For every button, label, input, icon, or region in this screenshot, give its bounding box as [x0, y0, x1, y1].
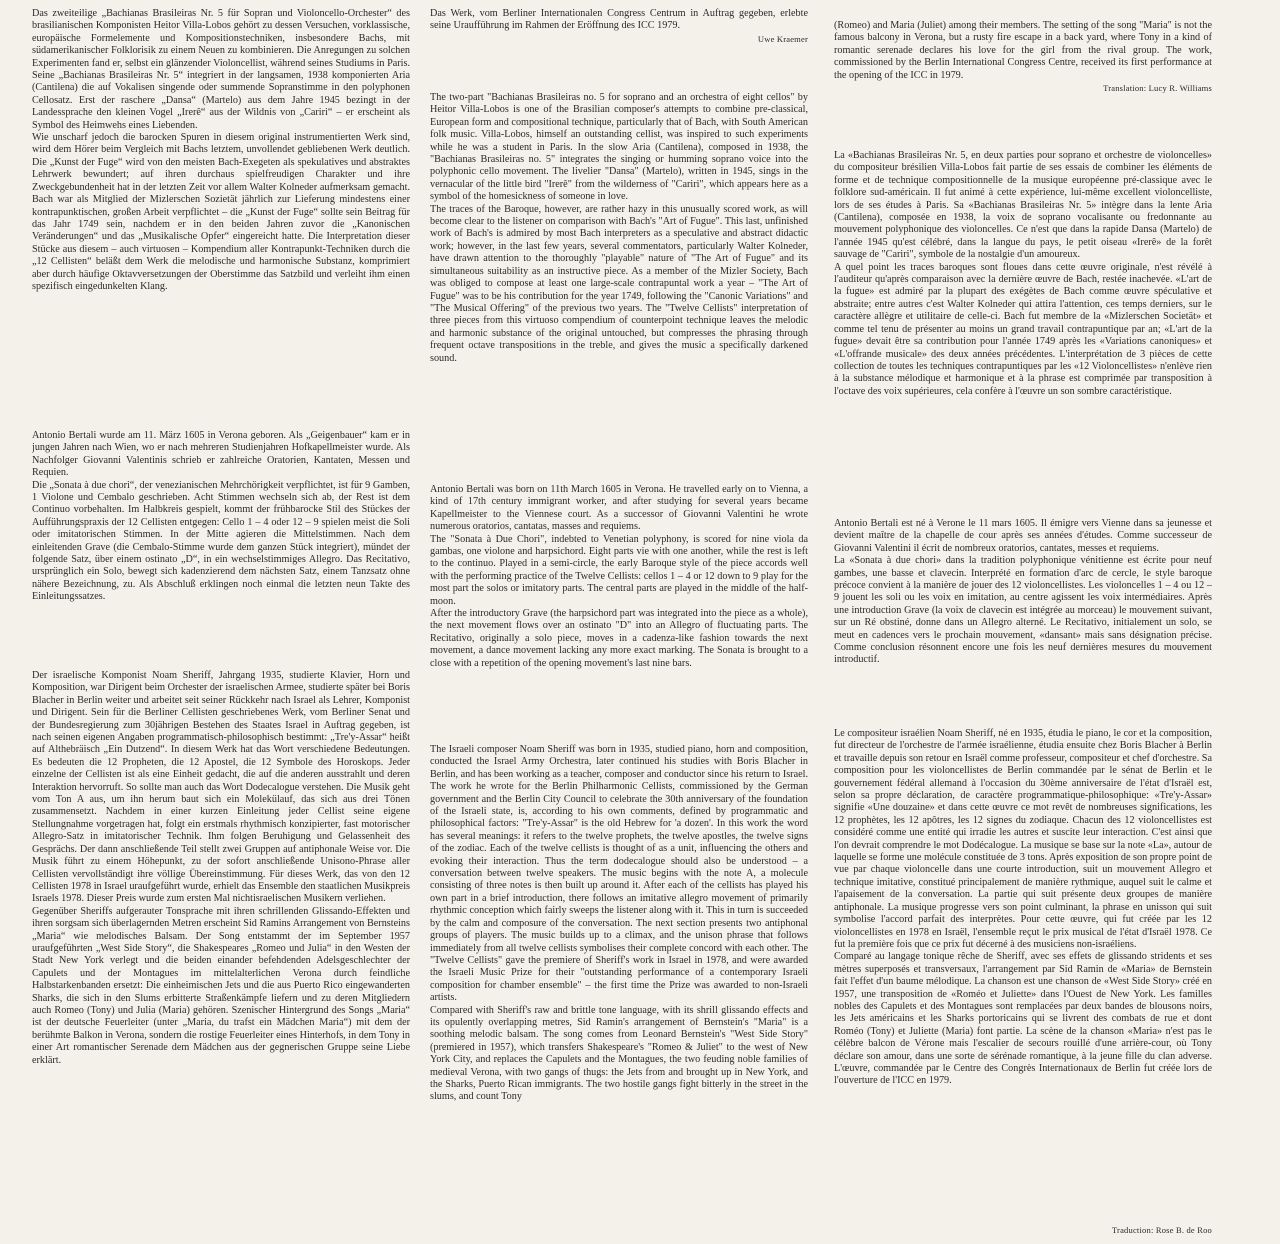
paragraph: The two-part "Bachianas Brasileiras no. 5 for soprano and an orchestra of eight cellos" by Heitor Villa-Lobos is one of the Brasilian composer's attempts to combine pre-classical, European form and compositional technique, particularly that of Bach, with South American folk music. Villa-Lobos, himself an outstanding cellist, was inspired to such experiments while he was a student in Paris. In the slow Aria (Cantilena), composed in 1938, the "Bachianas Brasileiras no. 5" integrates the singing or humming soprano voice into the polyphonic cello movement. The livelier "Dansa" (Martelo), written in 1945, sings in the vernacular of the little bird "Irerê" from the wilderness of "Cariri", which appears here as a symbol of the homesickness of someone in love.: [430, 92, 808, 203]
english-bertali: [430, 484, 808, 734]
paragraph: The Israeli composer Noam Sheriff was born in 1935, studied piano, horn and composition, conducted the Israel Army Orchestra, later continued his studies with Boris Blacher in Berlin, and has been working as a teacher, composer and conductor since his return to Israel. The work he wrote for the Berlin Philharmonic Cellists, commissioned by the German government and the Berlin City Council to celebrate the 30th anniversary of the foundation of the Israeli state, is, according to his own comments, defined by programmatic and philosophical factors: "Tre'y-Assar" is the old Hebrew for 'a dozen'. In this work the word has several meanings: it refers to the twelve prophets, the twelve apostles, the twelve signs of the zodiac. Each of the twelve cellists is thought of as a unit, influencing the others and evoking their interaction. Thus the term dodecalogue should also be understood – a conversation between twelve speakers. The music begins with the note A, a molecule consisting of three notes is then built up around it. After each of the cellists has played his own part in a brief introduction, there follows an imitative allegro movement of primarily rhythmic conception which fairly sweeps the listener along with it. This in turn is succeeded by the calm and composure of the conversation. The next section presents two antiphonal groups of players. The music builds up to a climax, and the unison phrase that follows immediately from all twelve cellists symbolises their complete concord with each other. The "Twelve Cellists" gave the premiere of Sheriff's work in Israel in 1978, and were awarded the Israeli Music Prize for their "outstanding performance of a contemporary Israeli composition for chamber ensemble" – the first time the Prize was awarded to non-Israeli artists.: [430, 744, 808, 1004]
paragraph: Comparé au langage tonique rêche de Sheriff, avec ses effets de glissando stridents et ses mètres superposés et transversaux, l'arrangement par Sid Ramin de «Maria» de Bernstein fait l'effet d'un baume mélodique. La chanson est une chanson de «West Side Story» créé en 1957, une transposition de «Roméo et Juliette» dans l'Ouest de New York. Les familles nobles des Capulets et des Montagues sont remplacées par deux bandes de blousons noirs, les Jets américains et les Sharks portoricains qui se livrent des combats de rue et dont Roméo (Tony) et Juliette (Maria) font partie. La scène de la chanson «Maria» n'est pas le célèbre balcon de Vérone mais l'escalier de secours rouillé d'une arrière-cour, où Tony déclare son amour, dans une sorte de sérénade romantique, à la jeune fille du clan adverse. L'œuvre, commandée par le Centre des Congrès Internationaux de Berlin fut créée lors de l'ouverture de l'ICC en 1979.: [834, 951, 1212, 1087]
paragraph: (Romeo) and Maria (Juliet) among their members. The setting of the song "Maria" is not the famous balcony in Verona, but a rusty fire escape in a back yard, where Tony in a kind of romantic serenade declares his love for the girl from the rival group. The work, commissioned by the Berlin International Congress Centre, received its first performance at the opening of the ICC in 1979.: [834, 20, 1212, 81]
column-english: [430, 0, 808, 1244]
paragraph: Das zweiteilige „Bachianas Brasileiras Nr. 5 für Sopran und Violoncello-Orchester“ des brasilianischen Komponisten Heitor Villa-Lobos gehört zu dessen Versuchen, vorklassische, europäische Formelemente und Kompositionstechniken, insbesondere Bachs, mit südamerikanischer Folklorisik zu einem Neuen zu kombinieren. Die Anregungen zu solchen Experimenten fand er, selbst ein glänzender Violoncellist, während seines Studiums in Paris. Seine „Bachianas Brasileiras Nr. 5“ integriert in der langsamen, 1938 komponierten Aria (Cantilena) die auf Vokalisen singende oder summende Sopranstimme in den polyphonen Cellosatz. Erst der raschere „Dansa“ (Martelo) aus dem Jahre 1945 bezingt in der Landessprache den kleinen Vogel „Irerê“ aus der Wildnis von „Cariri“ – er erscheint als Symbol des Heimwehs eines Liebenden.: [32, 8, 410, 131]
paragraph: Antonio Bertali est né à Verone le 11 mars 1605. Il émigre vers Vienne dans sa jeunesse et devient maître de la chapelle de cour après ses années d'études. Comme successeur de Giovanni Valentini il écrit de nombreux oratorios, cantates, messes et requiems.: [834, 518, 1212, 554]
english-sheriff-maria: [430, 744, 808, 1236]
column-french: [834, 0, 1212, 1244]
paragraph: La «Sonata à due chori» dans la tradition polyphonique vénitienne est écrite pour neuf gambes, une basse et clavecin. Interprété en formation d'arc de cercle, le style baroque précoce convient à la manière de jouer des 12 violoncellistes. Les violoncelles 1 – 4 ou 12 – 9 jouent les soli ou les voix en imitation, au centre agissent les voix intermédiaires. Après une introduction Grave (la voix de clavecin est intégrée au morceau) le mouvement suivant, sur un Ré obstiné, donne dans un Allegro alterné. Le Recitativo, initialement un solo, se meut en cadences vers le prochain mouvement, «dansant» mais sans désignation précise. Comme conclusion résonnent encore une fois les neuf dernières mesures du mouvement introductif.: [834, 555, 1212, 666]
paragraph: Wie unscharf jedoch die barocken Spuren in diesem original instrumentierten Werk sind, wird dem Hörer beim Vergleich mit Bachs letztem, unvollendet gebliebenen Werk deutlich. Die „Kunst der Fuge“ wird von den meisten Bach-Exegeten als spekulatives und abstraktes Lehrwerk bewundert; auf ihren durchaus spielfreudigen Charakter und ihre Zweckgebundenheit hat in der letzten Zeit vor allem Walter Kolneder aufmerksam gemacht. Bach war als Mitglied der Mizlerschen Sozietät jährlich zur Lieferung mindestens einer kontrapunktischen, großen Arbeit verpflichtet – die „Kunst der Fuge“ sollte sein Beitrag für das Jahr 1749 sein, nachdem er in den beiden Jahren zuvor die „Kanonischen Veränderungen“ und das „Musikalische Opfer“ eingereicht hatte. Die Interpretation dieser Stücke aus diesem – auch virtuosen – Kompendium aller Kontrapunkt-Techniken durch die „12 Cellisten“ beläßt dem Werk die melodische und harmonische Substanz, komprimiert aber durch häufige Oktavversetzungen der Oberstimme das Satzbild und verleiht ihm einen spezifisch eingedunkelten Klang.: [32, 132, 410, 292]
paragraph: The traces of the Baroque, however, are rather hazy in this unusually scored work, as will become clear to the listener on comparison with Bach's "Art of Fugue". This last, unfinished work of Bach's is admired by most Bach interpreters as a speculative and abstract didactic work; however, in the last few years, several commentators, particularly Walter Kolneder, have drawn attention to the thoroughly "playable" nature of "The Art of Fugue" and its simultaneous suitability as an instructive piece. As a member of the Mizler Society, Bach was obliged to compose at least one large-scale contrapuntal work a year – "The Art of Fugue" was to be his contribution for the year 1749, following the "Canonic Variations" and "The Musical Offering" of the previous two years. The "Twelve Cellists" interpretation of three pieces from this virtuoso compendium of counterpoint technique leaves the melodic and harmonic substance of the original untouched, but compresses the phrasing through frequent octave transpositions in the treble, and gives the music a specifically darkened sound.: [430, 203, 808, 364]
paragraph: Das Werk, vom Berliner Internationalen Congress Centrum in Auftrag gegeben, erlebte seine Uraufführung im Rahmen der Eröffnung des ICC 1979.: [430, 8, 808, 32]
translator-signature: Traduction: Rose B. de Roo: [1111, 1225, 1212, 1235]
paragraph: La «Bachianas Brasileiras Nr. 5, en deux parties pour soprano et orchestre de violoncelles» du compositeur brésilien Villa-Lobos fait partie de ses essais de combiner les éléments de forme et de technique compositionnelle de la musique européenne pré-classique avec le folklore sud-américain. Il fut animé à cette expérience, lui-même excellent violoncelliste, lors de ses études à Paris. Sa «Bachianas Brasileiras Nr. 5» intègre dans la lente Aria (Cantilena), composée en 1938, la voix de soprano vocalisante ou fredonnante au mouvement polyphonique des violoncelles. Ce n'est que dans la rapide Dansa (Martelo) de l'année 1945 qu'est célébré, dans la langue du pays, le petit oiseau «Irerê» de la forêt sauvage de "Cariri", symbole de la nostalgie d'un amoureux.: [834, 150, 1212, 261]
english-closing-paragraph: [834, 20, 1212, 116]
paragraph: Der israelische Komponist Noam Sheriff, Jahrgang 1935, studierte Klavier, Horn und Komposition, war Dirigent beim Orchester der israelischen Armee, studierte später bei Boris Blacher in Berlin weiter und arbeitet seit seiner Rückkehr nach Israel als Lehrer, Komponist und Dirigent. Sein für die Berliner Cellisten geschriebenes Werk, vom Berliner Senat und der Bundesregierung zum 30jährigen Bestehen des Staates Israel in Auftrag gegeben, ist nach seinen eigenen Angaben programmatisch-philosophisch bestimmt: „Tre'y-Assar“ heißt auf Althebräisch „Ein Dutzend“. In diesem Werk hat das Wort verschiedene Bedeutungen. Es bedeuten die 12 Propheten, die 12 Apostel, die 12 Symbole des Horoskops. Jeder einzelne der Cellisten ist als eine Einheit gedacht, die auf die anderen ausstrahlt und deren Interaktion hervorruft. So sollte man auch das Wort Dodecalogue verstehen. Die Musik geht vom Ton A aus, um ihn herum baut sich ein Molekülauf, das sich aus drei Tönen zusammensetzt. Nachdem in einer kurzen Einleitung jeder Cellist seine eigene Stellungnahme vorgetragen hat, folgt ein erstmals rhythmisch konzipierter, fast motorischer Allegro-Satz in imitatorischer Technik. Ihm folgen Beruhigung und Gelassenheit des Gesprächs. Der dann anschließende Teil stellt zwei Gruppen auf antiphonale Weise vor. Die Musik führt zu einem Höhepunkt, zu der sofort anschließende Unisono-Phrase aller Cellisten vervollständigt ihre völlige Übereinstimmung. Für dieses Werk, das von den 12 Cellisten 1978 in Israel uraufgeführt wurde, erhielt das Ensemble den staatlichen Musikpreis Israels 1978. Dieser Preis wurde zum ersten Mal nichtisraelischen Musikern verliehen.: [32, 670, 410, 905]
paragraph: Antonio Bertali was born on 11th March 1605 in Verona. He travelled early on to Vienna, a kind of 17th century immigrant worker, and after studying for several years became Kapellmeister to the Viennese court. As a successor of Giovanni Valentini he wrote numerous oratorios, cantatas, masses and requiems.: [430, 484, 808, 533]
french-translator-block: [834, 1224, 1212, 1238]
german-villa-lobos-bach: [32, 8, 410, 420]
column-german: [32, 0, 410, 1244]
paragraph: A quel point les traces baroques sont floues dans cette œuvre originale, n'est révélé à l'auditeur qu'après comparaison avec la dernière œuvre de Bach, restée inachevée. «L'art de la fugue» est admiré par la plupart des exégètes de Bach comme œuvre spéculative et abstraite; entre autres c'est Walter Kolneder qui attira l'attention, ces temps derniers, sur le caractère allègre et utilitaire de celle-ci. Bach fut membre de la «Mizlerschen Societät» et comme tel tenu de présenter au moins un grand travail contrapuntique par an; «L'art de la fugue» devait être sa contribution pour l'année 1749 après les «Variations canoniques» et «L'offrande musicale» des deux années précédentes. L'interprétation de 3 pièces de cette collection de toutes les techniques contrapuntiques par les «12 Violoncellistes» n'enlève rien à la substance mélodique et harmonique et à la phrase est comprimée par transposition à l'octave des voix supérieures, cela confère à l'œuvre un son sombre caractéristique.: [834, 261, 1212, 397]
paragraph: After the introductory Grave (the harpsichord part was integrated into the piece as a whole), the next movement flows over an ostinato "D" into an Allegro of fluctuating parts. The Recitativo, originally a solo piece, moves in a cadenza-like fashion towards the next movement, a dance movement lacking any more exact marking. The Sonata is brought to a close with a repetition of the opening movement's last nine bars.: [430, 608, 808, 669]
paragraph: Compared with Sheriff's raw and brittle tone language, with its shrill glissando effects and its opulently overlapping metres, Sid Ramin's arrangement of Bernstein's "Maria" is a soothing melodic balsam. The song comes from Leonard Bernstein's "West Side Story" (premiered in 1957), which transfers Shakespeare's "Romeo & Juliet" to the west of New York City, and replaces the Capulets and the Montagues, the two feuding noble families of medieval Verona, with two gangs of thugs: the Jets from and brought up in New York, and the Sharks, Puerto Rican immigrants. The two hostile gangs fight bitterly in the street in the slums, and count Tony: [430, 1004, 808, 1103]
french-villa-lobos-bach: [834, 150, 1212, 504]
german-closing-paragraph: [430, 8, 808, 74]
german-bertali: [32, 430, 410, 660]
author-signature: Uwe Kraemer: [757, 33, 808, 44]
english-villa-lobos-bach: [430, 92, 808, 474]
french-sheriff-maria: [834, 728, 1212, 1222]
paragraph: The "Sonata à Due Chori", indebted to Venetian polyphony, is scored for nine viola da gambas, one violone and harpsichord. Eight parts vie with one another, while the rest is left to the continuo. Played in a semi-circle, the early Baroque style of the piece accords well with the performing practice of the Twelve Cellists: cellos 1 – 4 or 12 down to 9 play for the most part the solos or imitatory parts. The central parts are played in the middle of the half-moon.: [430, 533, 808, 607]
paragraph: Die „Sonata à due chori“, der venezianischen Mehrchörigkeit verpflichtet, ist für 9 Gamben, 1 Violone und Cembalo geschrieben. Acht Stimmen wechseln sich ab, der Rest ist dem Continuo vorbehalten. Im Halbkreis gespielt, kommt der frühbarocke Stil des Stückes der Aufführungspraxis der 12 Cellisten entgegen: Cello 1 – 4 oder 12 – 9 spielen meist die Soli oder imitatorischen Stimmen. In der Mitte agieren die Mittelstimmen. Nach dem einleitenden Grave (die Cembalo-Stimme wurde dem ganzen Stück integriert), mündet der folgende Satz, über einem ostinato „D“, in ein wechselstimmiges Allegro. Das Recitativo, ursprünglich ein Solo, bewegt sich kadenzierend dem nächsten Satz, einem Tanzsatz ohne nähere Bezeichnung, zu. Als Abschluß erklingen noch einmal die letzten neun Takte des Einleitungssatzes.: [32, 479, 410, 603]
paragraph: Le compositeur israélien Noam Sheriff, né en 1935, étudia le piano, le cor et la composition, fut directeur de l'orchestre de l'armée israélienne, étudia ensuite chez Boris Blacher à Berlin et travaille depuis son retour en Israël comme professeur, compositeur et chef d'orchestre. Sa composition pour les violoncellistes de Berlin commandée par le sénat de Berlin et le gouvernement fédéral allemand à l'occasion du 30ème anniversaire de l'état d'Israël est, selon sa propre déclaration, de caractère programmatique-philosophique: «Tre'y-Assar» signifie «Une douzaine» et dans cette œuvre ce mot revêt de nombreuses significations, les 12 prophètes, les 12 apôtres, les 12 signes du zodiaque. Chacun des 12 violoncellistes est considéré comme une entité qui irradie les autres et suscite leur interaction. C'est ainsi que l'on devrait comprendre le mot Dodécalogue. La musique se base sur la note «La», autour de laquelle se forme une molécule constituée de 3 tons. Après exposition de son propre point de vue par chaque violoncelle dans une courte introduction, suit un mouvement Allegro et technique imitative, constitué principalement de manière rythmique, auquel suit le calme et l'apaisement de la conversation. La partie qui suit présente deux groupes de manière antiphonale. La musique progresse vers son point culminant, la phrase en unisson qui suit symbolise l'accord parfait des interprètes. Pour cette œuvre, qui fut créée par les 12 violoncellistes en 1978 en Israël, l'ensemble reçut le prix musical de l'état d'Israël 1978. Ce fut la première fois que ce prix fut décerné à des musiciens non-israéliens.: [834, 728, 1212, 950]
french-bertali: [834, 518, 1212, 720]
german-sheriff-maria: [32, 670, 410, 1235]
paragraph: Gegenüber Sheriffs aufgerauter Tonsprache mit ihren schrillenden Glissando-Effekten und ihren sorgsam sich überlagernden Metren erscheint Sid Ramins Arrangement von Bernsteins „Maria“ wie melodisches Balsam. Der Song entstammt der im September 1957 uraufgeführten „West Side Story“, die Shakespeares „Romeo und Julia“ in den Westen der Stadt New York verlegt und die beiden einander befehdenden Adelsgeschlechter der Capulets und der Montagues im mittelalterlichen Verona durch feindliche Halbstarkenbanden ersetzt: Die einheimischen Jets und die aus Puerto Rico eingewanderten Sharks, die sich in den Slums erbitterte Straßenkämpfe liefern und zu deren Mitgliedern auch Romeo (Tony) und Julia (Maria) gehören. Szenischer Hintergrund des Songs „Maria“ ist der deutsche Feuerleiter (unter „Maria, du trafst ein Mädchen Maria“) mit dem der berühmte Balkon in Verona, sondern die rostige Feuerleiter eines Hinterhofs, in dem Tony in einer Art romantischer Serenade dem Mädchen aus der gegnerischen Gruppe seine Liebe erklärt.: [32, 905, 410, 1066]
translator-signature: Translation: Lucy R. Williams: [1103, 83, 1212, 94]
paragraph: Antonio Bertali wurde am 11. März 1605 in Verona geboren. Als „Geigenbauer“ kam er in jungen Jahren nach Wien, wo er nach mehreren Studienjahren Hofkapellmeister wurde. Als Nachfolger Giovanni Valentinis schrieb er zahlreiche Oratorien, Kantaten, Messen und Requien.: [32, 430, 410, 479]
